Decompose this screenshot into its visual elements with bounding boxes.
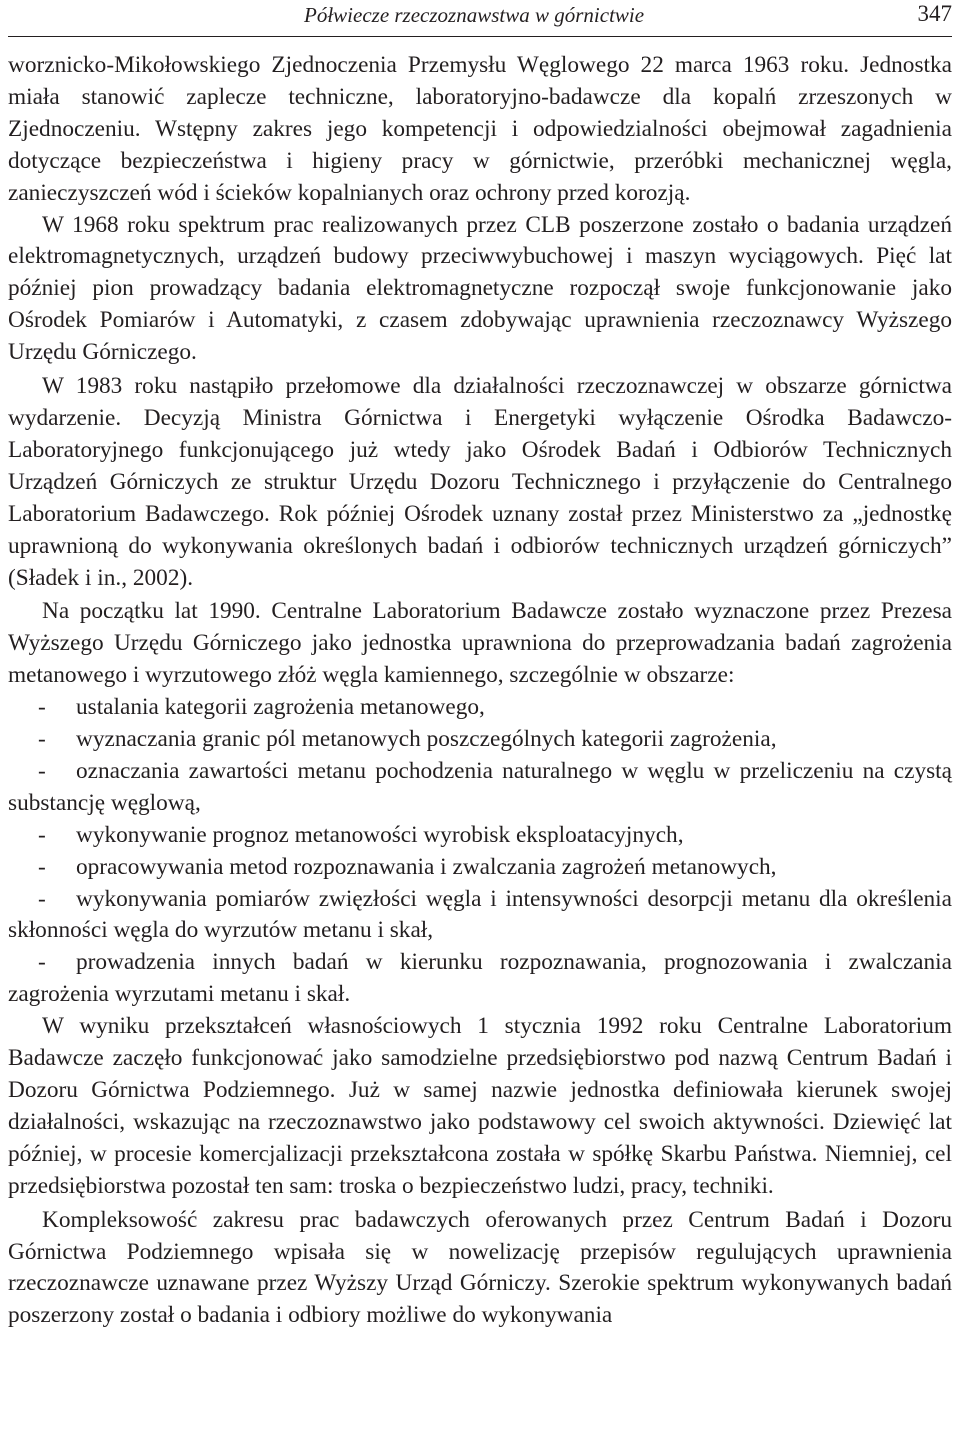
list-item xyxy=(8,884,952,948)
list-dash: - xyxy=(38,885,46,912)
list-dash: - xyxy=(38,757,46,784)
page-number: 347 xyxy=(917,1,952,26)
paragraph-4: Na początku lat 1990. Centralne Laboratorium Badawcze zostało wyznaczone przez Prezesa Wyższego Urzędu Górniczego jako jednostka uprawniona do przeprowadzania badań zagrożenia metanowego i wyrzutowego złóż węgla kamiennego, szczególnie w obszarze: xyxy=(8,598,952,689)
paragraph-2: W 1968 roku spektrum prac realizowanych przez CLB poszerzone zostało o badania urządzeń elektromagnetycznych, urządzeń budowy przeciwwybuchowej i maszyn wyciągowych. Pięć lat później pion prowadzący badania elektromagnetyczne rozpoczął swoje funkcjonowanie jako Ośrodek Pomiarów i Automatyki, z czasem zdobywając uprawnienia rzeczoznawcy Wyższego Urzędu Górniczego. xyxy=(8,211,952,366)
list-dash: - xyxy=(38,949,46,976)
list-dash: - xyxy=(38,821,46,848)
list-item xyxy=(8,692,952,724)
list-item-text: opracowywania metod rozpoznawania i zwalczania zagrożeń metanowych, xyxy=(76,853,777,880)
list-dash: - xyxy=(38,694,46,721)
list-item xyxy=(8,724,952,756)
running-header xyxy=(8,0,952,37)
list-dash: - xyxy=(38,726,46,753)
list-item-text: ustalania kategorii zagrożenia metanowego, xyxy=(76,694,485,721)
body-text xyxy=(8,50,952,1332)
list-item-text: wykonywania pomiarów zwięzłości węgla i intensywności desorpcji metanu dla określenia skłonności węgla do wyrzutów metanu i skał, xyxy=(8,885,952,944)
paragraph-3: W 1983 roku nastąpiło przełomowe dla działalności rzeczoznawczej w obszarze górnictwa wydarzenie. Decyzją Ministra Górnictwa i Energetyki wyłączenie Ośrodka Badawczo-Laboratoryjnego funkcjonującego już wtedy jako Ośrodek Badań i Odbiorów Technicznych Urządzeń Górniczych ze struktur Urzędu Dozoru Technicznego i przyłączenie do Centralnego Laboratorium Badawczego. Rok później Ośrodek uznany został przez Ministerstwo za „jednostkę uprawnioną do wykonywania określonych badań i odbiorów technicznych urządzeń górniczych” (Sładek i in., 2002). xyxy=(8,373,952,591)
list-item-text: oznaczania zawartości metanu pochodzenia naturalnego w węglu w przeliczeniu na czystą substancję węglową, xyxy=(8,757,952,816)
paragraph-1: worznicko-Mikołowskiego Zjednoczenia Przemysłu Węglowego 22 marca 1963 roku. Jednostka miała stanowić zaplecze techniczne, laboratoryjno-badawcze dla kopalń zrzeszonych w Zjednoczeniu. Wstępny zakres jego kompetencji i odpowiedzialności obejmował zagadnienia dotyczące bezpieczeństwa i higieny pracy w górnictwie, przeróbki mechanicznej węgla, zanieczyszczeń wód i ścieków kopalnianych oraz ochrony przed korozją. xyxy=(8,52,952,206)
list-item-text: wyznaczania granic pól metanowych poszczególnych kategorii zagrożenia, xyxy=(76,726,777,753)
list-item xyxy=(8,756,952,820)
list-item-text: wykonywanie prognoz metanowości wyrobisk eksploatacyjnych, xyxy=(76,821,684,848)
paragraph-5: W wyniku przekształceń własnościowych 1 stycznia 1992 roku Centralne Laboratorium Badawcze zaczęło funkcjonować jako samodzielne przedsiębiorstwo pod nazwą Centrum Badań i Dozoru Górnictwa Podziemnego. Już w samej nazwie jednostka definiowała kierunek swojej działalności, wskazując na rzeczoznawstwo jako podstawowy cel swoich aktywności. Dziewięć lat później, w procesie komercjalizacji przekształcona została w spółkę Skarbu Państwa. Niemniej, cel przedsiębiorstwa pozostał ten sam: troska o bezpieczeństwo ludzi, pracy, techniki. xyxy=(8,1013,952,1199)
paragraph-6: Kompleksowość zakresu prac badawczych oferowanych przez Centrum Badań i Dozoru Górnictwa Podziemnego wpisała się w nowelizację przepisów regulujących uprawnienia rzeczoznawcze uznawane przez Wyższy Urząd Górniczy. Szerokie spektrum wykonywanych badań poszerzony został o badania i odbiory możliwe do wykonywania xyxy=(8,1206,952,1329)
list-item xyxy=(8,852,952,884)
list-item xyxy=(8,820,952,852)
list-item xyxy=(8,947,952,1011)
list-item-text: prowadzenia innych badań w kierunku rozpoznawania, prognozowania i zwalczania zagrożenia wyrzutami metanu i skał. xyxy=(8,949,952,1008)
running-title: Półwiecze rzeczoznawstwa w górnictwie xyxy=(304,3,645,27)
list-dash: - xyxy=(38,853,46,880)
